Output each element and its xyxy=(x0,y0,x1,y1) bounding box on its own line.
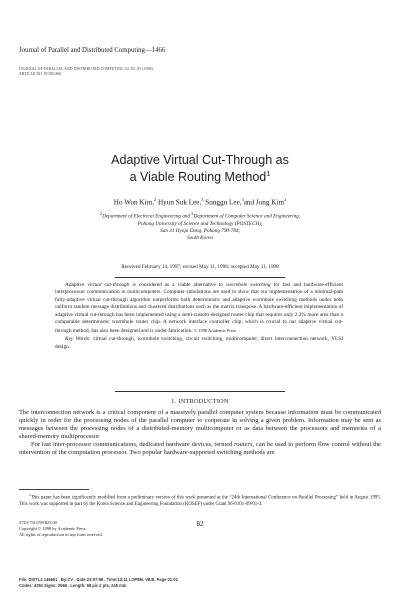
page-number: 82 xyxy=(196,520,204,528)
body-text xyxy=(19,409,381,458)
abstract-term-2: wormhole switching xyxy=(226,282,271,288)
affiliation-line-3 xyxy=(30,228,370,235)
copyright-rights: All rights of reproduction in any form reserved. xyxy=(19,532,103,537)
author-3-mark: 3 xyxy=(241,197,244,202)
article-number-line: ARTICLE NO. PC981466 xyxy=(19,72,62,76)
key-words-label: Key Words: xyxy=(65,336,91,343)
affiliation-line-1 xyxy=(30,210,370,221)
journal-header: Journal of Parallel and Distributed Computing—1466 xyxy=(19,47,166,54)
footnote-mark: 1 xyxy=(29,493,31,497)
author-3: Sunggu Lee, xyxy=(203,198,242,207)
abstract-copyright: © 1998 Academic Press xyxy=(193,327,237,333)
footnote xyxy=(19,492,381,508)
abstract-text-a: Adaptive xyxy=(65,282,88,288)
affiliation-country: South Korea xyxy=(187,235,213,242)
affiliation-line-4 xyxy=(30,235,370,242)
title-footnote-mark: 1 xyxy=(266,169,271,178)
abstract-text-b: is considered as a viable alternative to xyxy=(129,282,226,288)
author-4: and Jong Kim xyxy=(243,198,285,207)
affiliation-university: Pohang University of Science and Technology (POSTECH), xyxy=(137,220,263,227)
footnote-rule xyxy=(19,489,89,490)
abstract xyxy=(55,282,343,351)
affiliation-dept-2: Department of Computer Science and Engineering, xyxy=(193,213,301,220)
affiliation xyxy=(30,210,370,243)
affiliation-dept-1: Department of Electrical Engineering and xyxy=(102,213,192,220)
abstract-paragraph xyxy=(55,282,343,335)
affiliation-address: San 31 Hyoja Dong, Pohang 790-784, xyxy=(160,228,240,235)
abstract-term-1: virtual cut-through xyxy=(87,282,130,288)
affiliation-mark-1: 2 xyxy=(99,211,103,216)
title-line-2-text: a Viable Routing Method xyxy=(129,170,267,185)
body-paragraph-1: The interconnection network is a critical component of a massively parallel computer system because information must be communicated quickly in order for the processing nodes of the parallel computer to cooperate in solving a given problem. Information may be sent as messages between the processing nodes of a distributed-memory multicomputer or as data between the processors and memories of a shared-memory multiprocessor xyxy=(19,409,381,441)
title-line-2 xyxy=(0,167,400,184)
footnote-text: This paper has been significantly modified from a preliminary version of this work presented at the “24th International Conference on Parallel Processing” held in August 1995. This work was supported in part by the Korea Science and Engineering Foundation (KOSEF) under Grant 96-0101-09-01-3. xyxy=(19,495,381,508)
copyright-price: 0743-7315/98 $25.00 xyxy=(19,520,57,525)
abstract-top-rule xyxy=(115,277,285,278)
file-metadata-line-2: Codes: 4351 Signs: 2566 . Length: 58 pic 2 pts, 245 mm xyxy=(19,582,127,588)
author-1: Ho Won Kim, xyxy=(113,198,154,207)
file-metadata-line-1: File: DISTL2 146601 . By:CV . Date:23:07:98 . Time:13:11 LOP8M. V8.B. Page 01:01 xyxy=(19,577,178,582)
abstract-text-c: for fast and hardware-efficient interprocessor communication in multicomputers. Computer simulations are used to show that our implementation of a minimal-path fully-adaptive virtual cut-through algorithm outperforms both deterministic and adaptive wormhole switching methods under both uniform random message distributions and clustered distributions such as the matrix transpose. A hardware-efficient implementation of adaptive virtual cut-through has been implemented using a semi-custom-designed router chip that requires only 2.3% more area than a comparable deterministic wormhole router chip. A network interface controller chip, which is crucial to our adaptive virtual cut-through method, has also been designed and is under fabrication. xyxy=(55,282,343,334)
received-dates: Received February 14, 1997; revised May 11, 1998; accepted May 11, 1998 xyxy=(121,264,279,270)
affiliation-mark-2: 3 xyxy=(191,211,194,216)
abstract-bottom-rule xyxy=(115,391,285,392)
body-text-a: For fast inter-processor communications, dedicated hardware devices, termed xyxy=(31,441,235,449)
body-paragraph-2 xyxy=(19,441,381,457)
paper-title xyxy=(0,153,400,184)
file-metadata xyxy=(19,577,178,588)
author-list xyxy=(0,197,400,206)
body-text-b: , can be used to perform flow control without the intervention of the computation processor. Two popular hardware-supported switching methods are xyxy=(19,441,381,457)
key-words xyxy=(55,336,343,351)
copyright-notice: Copyright © 1998 by Academic Press xyxy=(19,526,86,531)
key-words-text: virtual cut-through, wormhole switching, circuit switching, multicomputer, direct interconnection network, VLSI design. xyxy=(55,336,343,350)
author-1-mark: 2 xyxy=(154,197,157,202)
title-line-1: Adaptive Virtual Cut-Through as xyxy=(111,153,289,167)
section-heading: 1. INTRODUCTION xyxy=(171,398,229,405)
body-term-routers: routers xyxy=(234,441,253,449)
journal-citation-line: JOURNAL OF PARALLEL AND DISTRIBUTED COMPUTING 52, 82–95 (1998) xyxy=(19,67,153,71)
author-2: Hyun Suk Lee, xyxy=(156,198,202,207)
author-4-mark: 2 xyxy=(284,197,287,202)
author-2-mark: 3 xyxy=(201,197,204,202)
